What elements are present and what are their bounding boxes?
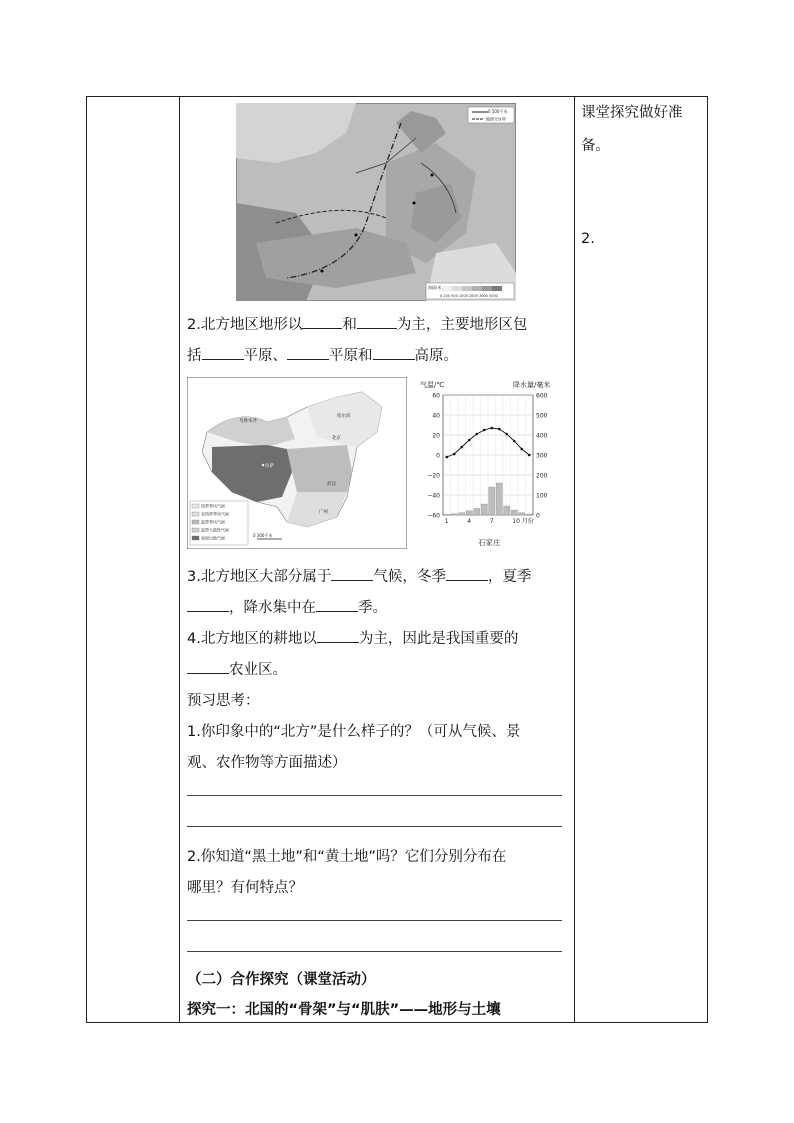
temperature-point [468, 439, 471, 442]
question-3-line1: 3.北方地区大部分属于 气候，冬季 ，夏季 [187, 565, 531, 586]
temperature-point [490, 427, 493, 430]
precipitation-bar [474, 508, 480, 515]
chart-right-tick-label: 300 [536, 452, 548, 460]
temperature-point [520, 448, 523, 451]
chart-right-tick-label: 400 [536, 432, 548, 440]
precipitation-bar [481, 504, 487, 515]
precipitation-bar [489, 487, 495, 515]
blank-field[interactable] [187, 659, 229, 674]
chart-right-tick-label: 100 [536, 492, 548, 500]
precipitation-bar [444, 514, 450, 515]
chart-left-axis-label: 气温/℃ [420, 381, 445, 389]
blank-field[interactable] [316, 597, 358, 612]
chart-x-tick-label: 7 [489, 518, 494, 525]
temperature-point [528, 454, 531, 457]
blank-field[interactable] [302, 314, 342, 329]
legend-item: 高原山地气候 [201, 535, 225, 541]
temperature-point [460, 446, 463, 449]
blank-field[interactable] [357, 314, 397, 329]
blank-field[interactable] [373, 345, 415, 360]
chart-x-tick-label: 1 [444, 518, 449, 525]
precipitation-bar [466, 511, 472, 515]
column-divider-right [574, 97, 575, 1022]
chart-right-tick-label: 200 [536, 472, 548, 480]
blank-field[interactable] [446, 566, 488, 581]
climate-map-scale: 0 300千米 [253, 533, 273, 538]
preview-question-1-cont: 观、农作物等方面描述） [187, 755, 347, 771]
map-legend-boundary: 地理分区界 [486, 116, 506, 122]
chart-left-tick-label: −60 [427, 512, 440, 520]
precipitation-bar [519, 513, 525, 515]
legend-item: 温带季风气候 [201, 519, 225, 525]
blank-field[interactable] [287, 345, 329, 360]
question-2-line2: 括 平原、 平原和 高原。 [187, 344, 458, 365]
temperature-point [498, 428, 501, 431]
blank-field[interactable] [187, 597, 229, 612]
chart-right-tick-label: 500 [536, 412, 548, 420]
preview-question-1: 1.你印象中的“北方”是什么样子的？（可从气候、景 [187, 724, 521, 740]
legend-item: 温带大陆性气候 [201, 527, 229, 533]
temperature-point [453, 453, 456, 456]
precipitation-bar [459, 513, 465, 515]
preview-title: 预习思考： [187, 693, 260, 709]
chart-right-axis-label: 降水量/毫米 [513, 381, 551, 389]
legend-item: 亚热带季风气候 [201, 511, 229, 517]
chart-right-tick-label: 0 [536, 512, 540, 520]
chart-title: 石家庄 [478, 538, 501, 547]
northern-region-relief-map [236, 103, 516, 301]
precipitation-bar [526, 514, 532, 515]
notes-line: 2. [581, 231, 595, 247]
question-2-line1: 2.北方地区地形以 和 为主，主要地形区包 [187, 313, 527, 334]
china-climate-type-map [187, 377, 407, 549]
temperature-point [475, 433, 478, 436]
question-4-line1: 4.北方地区的耕地以 为主，因此是我国重要的 [187, 627, 518, 648]
precipitation-bar [496, 483, 502, 515]
map-label-lhasa: 拉萨 [265, 464, 274, 469]
chart-left-tick-label: 20 [432, 432, 440, 440]
legend-item: 热带季风气候 [201, 503, 225, 509]
notes-line: 课堂探究做好准 [581, 105, 683, 121]
shijiazhuang-climate-chart [415, 377, 567, 549]
temperature-point [483, 429, 486, 432]
preview-question-2-cont: 哪里？有何特点？ [187, 880, 303, 896]
answer-line[interactable] [187, 826, 562, 827]
map-scale-label: 0 500千米 [488, 109, 508, 114]
chart-x-tick-label: 10 月份 [512, 518, 534, 525]
map-label-wuhan: 武汉 [327, 482, 336, 487]
preview-question-2: 2.你知道“黑土地”和“黄土地”吗？它们分别分布在 [187, 849, 507, 865]
answer-line[interactable] [187, 795, 562, 796]
column-divider-left [179, 97, 180, 1022]
answer-line[interactable] [187, 920, 562, 921]
question-3-line2: ，降水集中在 季。 [187, 596, 387, 617]
elevation-label: 海拔/米 [428, 285, 442, 290]
section-title: （二）合作探究（课堂活动） [187, 972, 376, 988]
map-label-urumqi: 乌鲁木齐 [239, 419, 257, 424]
temperature-point [513, 440, 516, 443]
chart-left-tick-label: −20 [427, 472, 440, 480]
chart-left-tick-label: 60 [432, 392, 440, 400]
precipitation-bar [504, 506, 510, 515]
question-4-line2: 农业区。 [187, 658, 287, 679]
elevation-ticks: 0 200 500 1000 2000 3000 5000 [440, 294, 498, 298]
temperature-point [445, 456, 448, 459]
temperature-point [505, 433, 508, 436]
answer-line[interactable] [187, 951, 562, 952]
chart-left-tick-label: 0 [436, 452, 440, 460]
map-label-guangzhou: 广州 [319, 510, 328, 515]
map-label-harbin: 哈尔滨 [337, 414, 351, 419]
notes-line: 备。 [581, 138, 610, 154]
explore-1-title: 探究一：北国的“骨架”与“肌肤”——地形与土壤 [187, 1002, 501, 1018]
map-label-beijing: 北京 [332, 436, 341, 441]
chart-right-tick-label: 600 [536, 392, 548, 400]
blank-field[interactable] [317, 628, 359, 643]
chart-left-tick-label: −40 [427, 492, 440, 500]
chart-x-tick-label: 4 [467, 518, 472, 525]
precipitation-bar [451, 514, 457, 515]
blank-field[interactable] [331, 566, 373, 581]
precipitation-bar [511, 510, 517, 515]
chart-left-tick-label: 40 [432, 412, 440, 420]
blank-field[interactable] [202, 345, 244, 360]
lesson-table [86, 96, 708, 1023]
